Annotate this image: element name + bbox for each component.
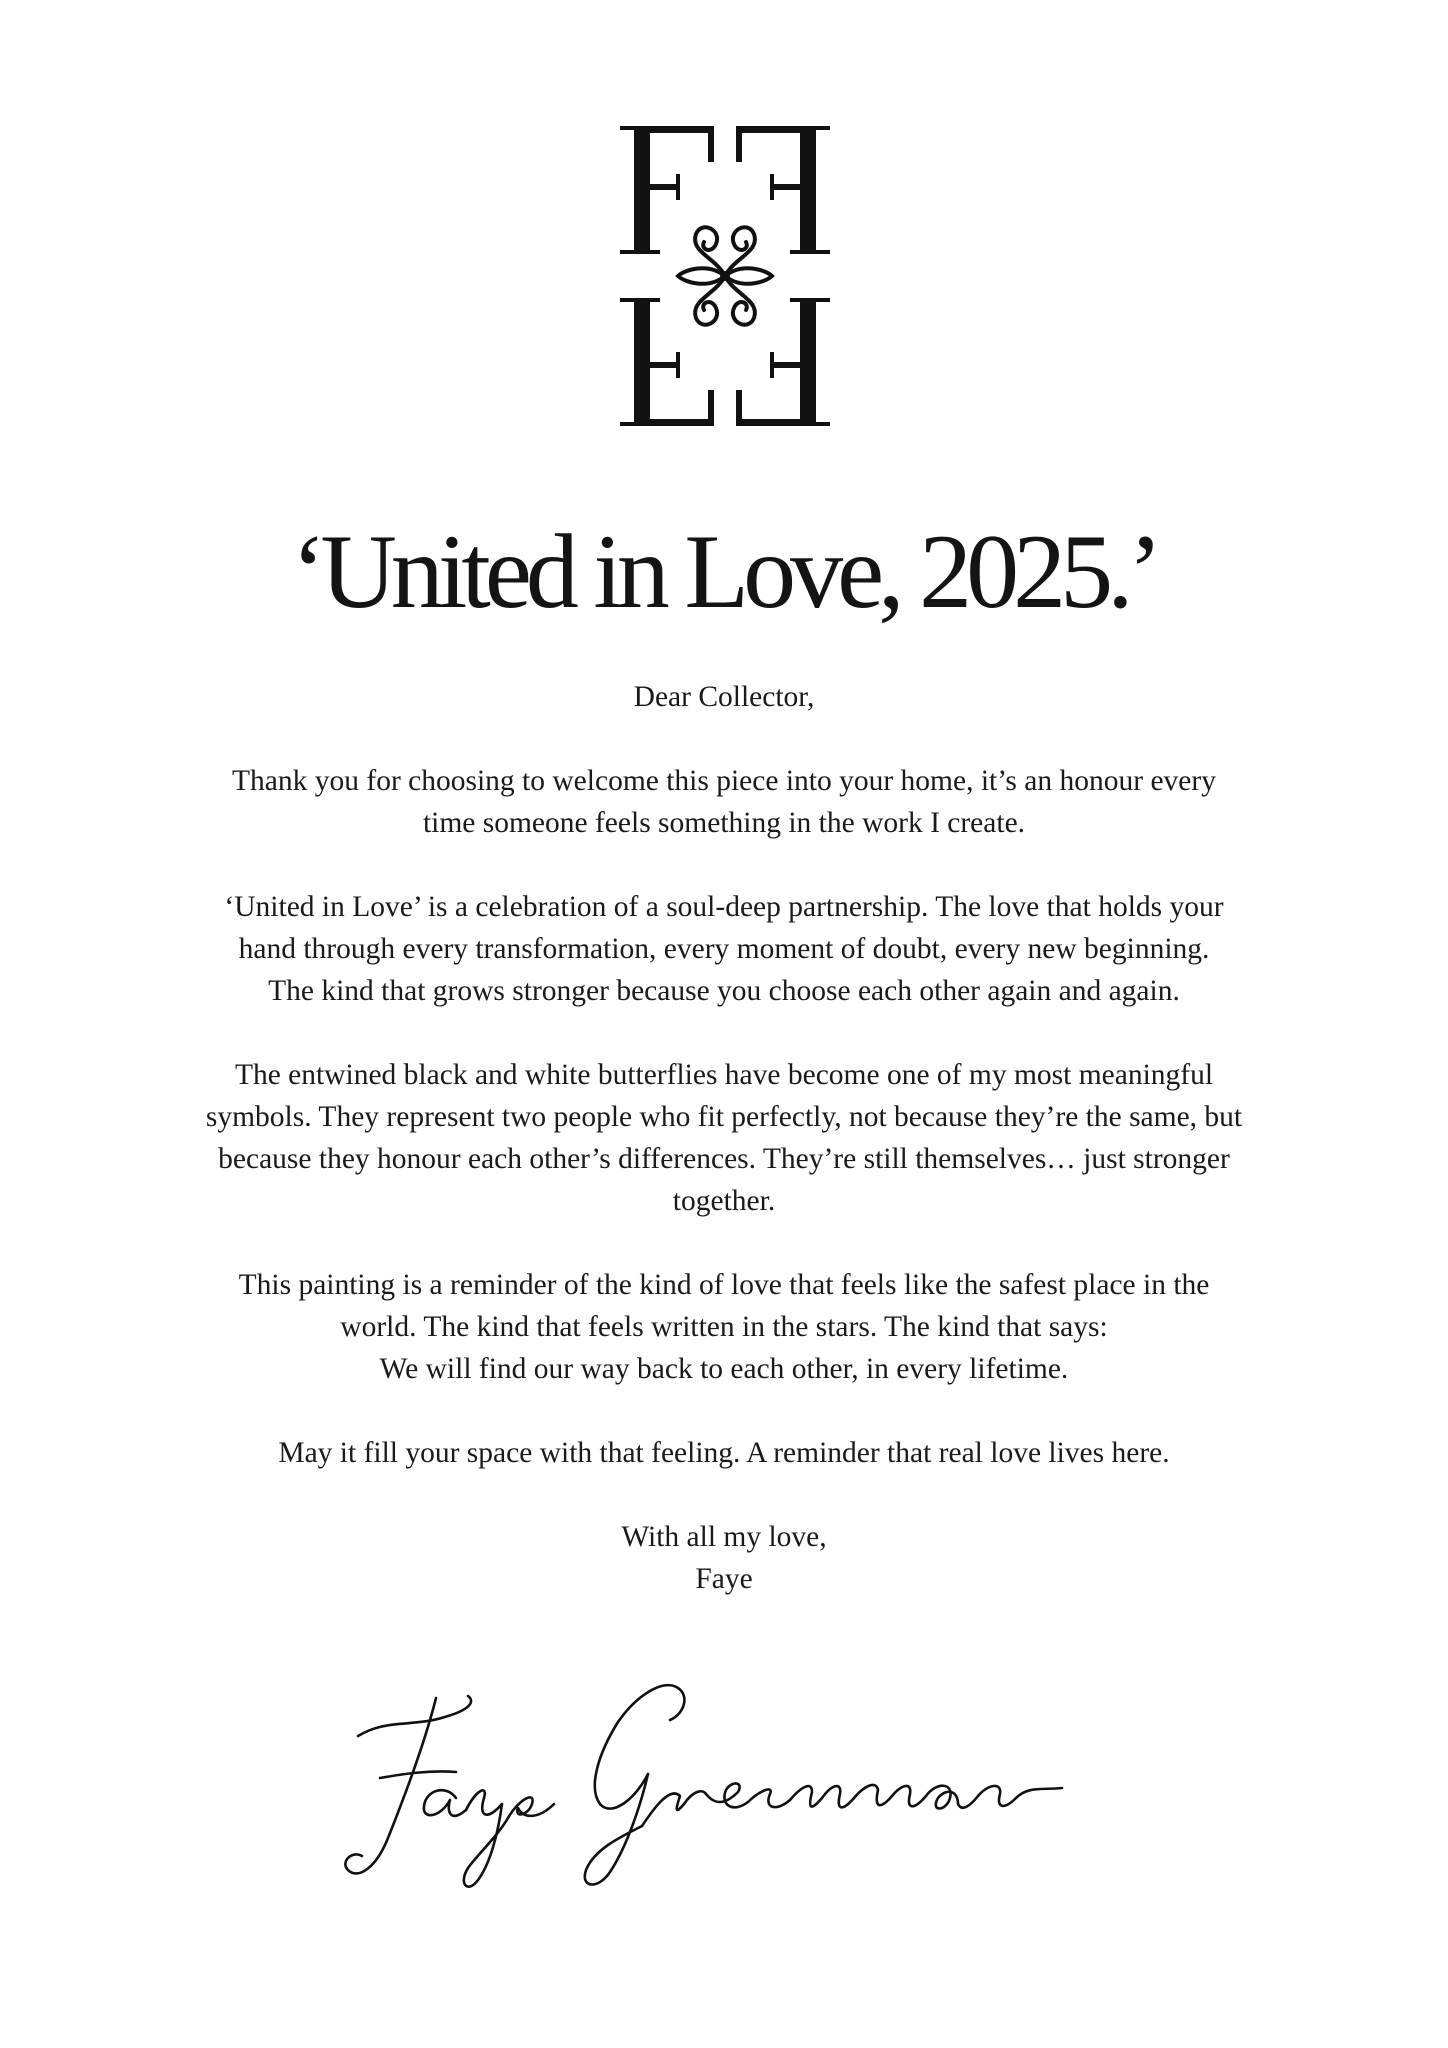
monogram-logo-icon [620, 122, 830, 430]
artwork-title: ‘United in Love, 2025.’ [291, 513, 1157, 630]
paragraph-line: together. [672, 1185, 776, 1217]
paragraph-line: The entwined black and white butterflies have become one of my most meaningful [234, 1059, 1214, 1091]
paragraph-line: time someone feels something in the work I create. [422, 807, 1026, 839]
closing: With all my love, [621, 1521, 827, 1553]
paragraph-line: May it fill your space with that feeling. A reminder that real love lives here. [278, 1437, 1170, 1469]
paragraph-line: ‘United in Love’ is a celebration of a soul-deep partnership. The love that holds your [224, 891, 1224, 923]
paragraph-line: We will find our way back to each other, in every lifetime. [379, 1353, 1069, 1385]
signature-icon [318, 1658, 1098, 1898]
paragraph-line: Thank you for choosing to welcome this piece into your home, it’s an honour every [232, 765, 1216, 797]
paragraph-line: This painting is a reminder of the kind of love that feels like the safest place in the [238, 1269, 1210, 1301]
letter-body [124, 676, 1324, 1600]
paragraph-line: symbols. They represent two people who fit perfectly, not because they’re the same, but [205, 1101, 1243, 1133]
paragraph-line: The kind that grows stronger because you choose each other again and again. [268, 975, 1180, 1007]
salutation: Dear Collector, [633, 681, 815, 713]
sender-name: Faye [695, 1563, 753, 1595]
paragraph-line: world. The kind that feels written in the stars. The kind that says: [340, 1311, 1108, 1343]
paragraph-line: because they honour each other’s differences. They’re still themselves… just stronger [218, 1143, 1230, 1175]
paragraph-line: hand through every transformation, every moment of doubt, every new beginning. [238, 933, 1210, 965]
